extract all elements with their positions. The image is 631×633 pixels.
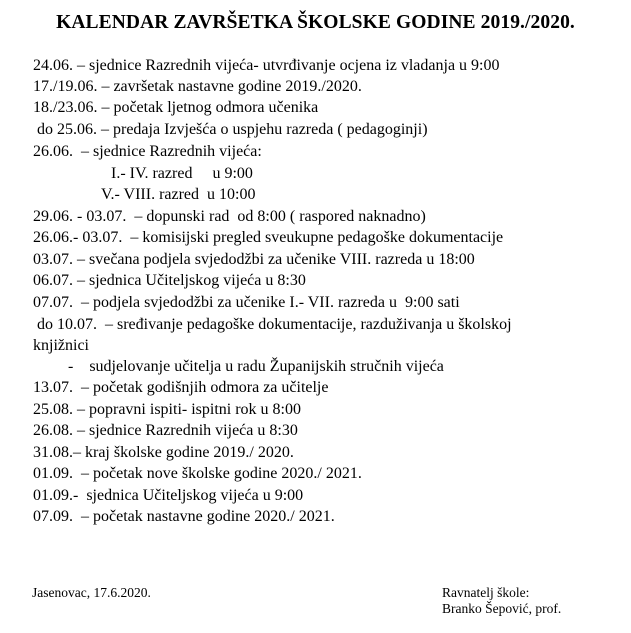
entry-row: 01.09.- sjednica Učiteljskog vijeća u 9:00 <box>33 487 304 504</box>
entry-row-indented: I.- IV. razred u 9:00 <box>111 165 253 182</box>
entry-row: 01.09. – početak nove školske godine 2020./ 2021. <box>33 465 362 482</box>
entry-row: 26.06.- 03.07. – komisijski pregled sveukupne pedagoške dokumentacije <box>33 229 504 246</box>
entry-row-bullet: - sudjelovanje učitelja u radu Županijskih stručnih vijeća <box>68 358 444 375</box>
entry-row: 26.06. – sjednice Razrednih vijeća: <box>33 143 262 160</box>
entry-row: 07.09. – početak nastavne godine 2020./ 2021. <box>33 508 335 525</box>
entry-row: 24.06. – sjednice Razrednih vijeća- utvrđivanje ocjena iz vladanja u 9:00 <box>33 57 500 74</box>
entry-row: 29.06. - 03.07. – dopunski rad od 8:00 ( raspored naknadno) <box>33 208 426 225</box>
entry-row: 18./23.06. – početak ljetnog odmora učenika <box>33 99 319 116</box>
entry-row: 31.08.– kraj školske godine 2019./ 2020. <box>33 444 294 461</box>
place-date: Jasenovac, 17.6.2020. <box>32 585 151 600</box>
entry-row: do 10.07. – sređivanje pedagoške dokumentacije, razduživanja u školskoj <box>33 316 512 333</box>
signature-role: Ravnatelj škole: <box>442 585 530 600</box>
entry-row: 03.07. – svečana podjela svjedodžbi za učenike VIII. razreda u 18:00 <box>33 251 475 268</box>
document-title: KALENDAR ZAVRŠETKA ŠKOLSKE GODINE 2019./2020. <box>56 12 575 33</box>
entry-row: 07.07. – podjela svjedodžbi za učenike I.- VII. razreda u 9:00 sati <box>33 294 460 311</box>
entry-row-indented: V.- VIII. razred u 10:00 <box>101 186 256 203</box>
entry-row: 17./19.06. – završetak nastavne godine 2019./2020. <box>33 78 362 95</box>
entry-row: 26.08. – sjednice Razrednih vijeća u 8:30 <box>33 422 298 439</box>
entry-row: 13.07. – početak godišnjih odmora za učitelje <box>33 379 329 396</box>
entry-row: 06.07. – sjednica Učiteljskog vijeća u 8:30 <box>33 272 306 289</box>
entry-row: 25.08. – popravni ispiti- ispitni rok u 8:00 <box>33 401 301 418</box>
entry-row: knjižnici <box>33 337 89 354</box>
signature-name: Branko Šepović, prof. <box>442 601 562 616</box>
entry-row: do 25.06. – predaja Izvješća o uspjehu razreda ( pedagoginji) <box>33 121 428 138</box>
